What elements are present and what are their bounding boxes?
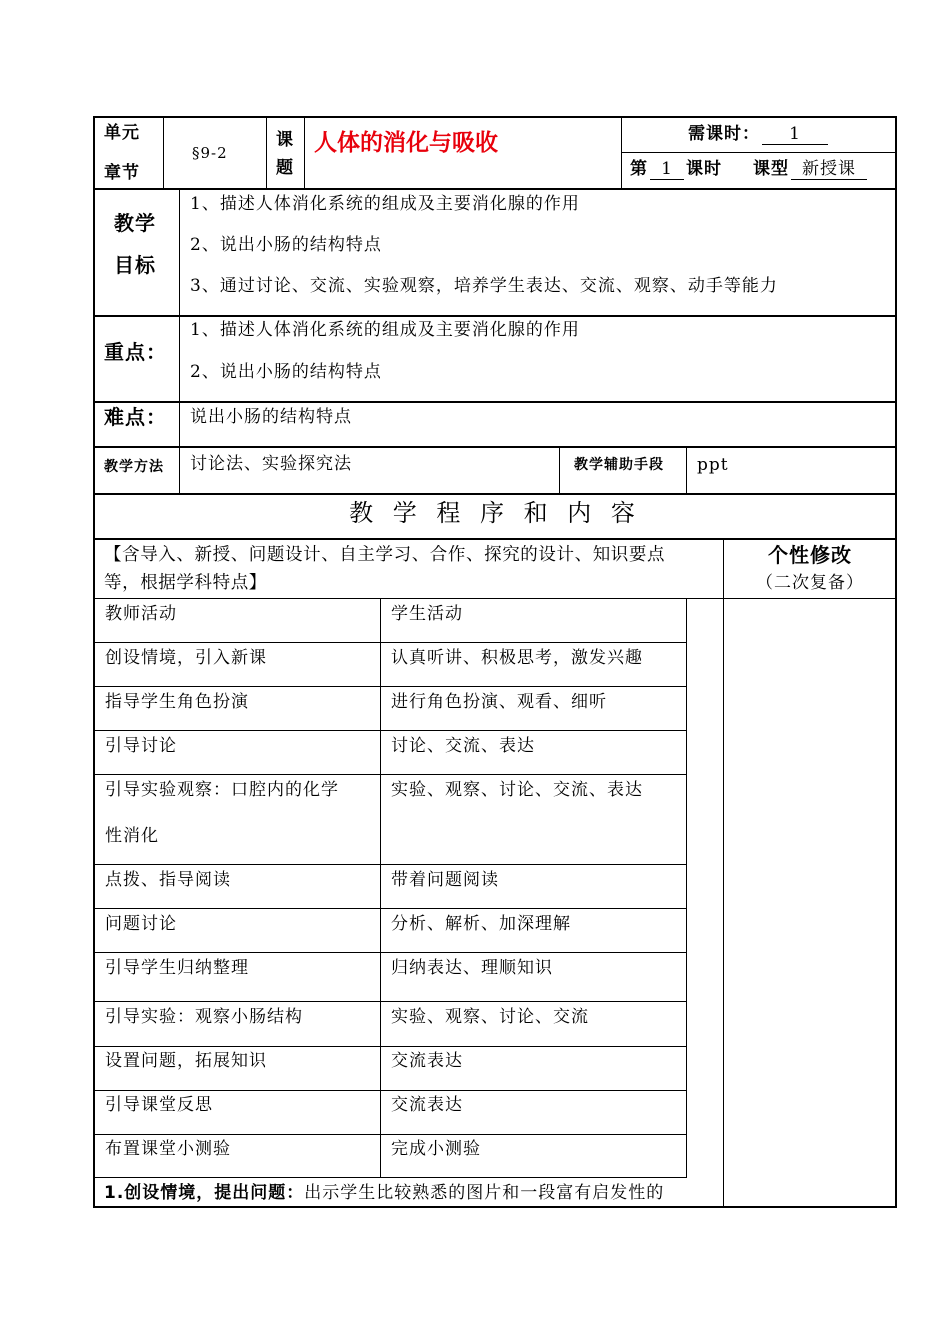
lesson-type-value: 新授课 [791, 159, 867, 180]
footer-bold: 1.创设情境，提出问题： [104, 1183, 305, 1203]
unit-label: 单元 [104, 123, 140, 143]
topic-label: 课 [276, 130, 294, 150]
aids-label: 教学辅助手段 [574, 457, 664, 473]
hours-label: 需课时： [688, 124, 760, 144]
student-activity: 讨论、交流、表达 [391, 736, 535, 756]
teacher-activity: 引导讨论 [105, 736, 177, 756]
key-points-label: 重点： [104, 340, 167, 364]
difficulty-label: 难点： [104, 405, 167, 429]
student-activity: 交流表达 [391, 1051, 463, 1071]
methods-label: 教学方法 [104, 459, 164, 475]
objectives-label-2: 目标 [114, 253, 156, 277]
procedure-note-2: 等，根据学科特点】 [104, 573, 267, 593]
teacher-activity: 设置问题，拓展知识 [105, 1051, 267, 1071]
student-activity: 进行角色扮演、观看、细听 [391, 692, 607, 712]
key-point-item: 1、描述人体消化系统的组成及主要消化腺的作用 [190, 320, 580, 340]
teacher-activity: 引导实验：观察小肠结构 [105, 1007, 303, 1027]
teacher-activity: 布置课堂小测验 [105, 1139, 231, 1159]
teacher-activity: 指导学生角色扮演 [105, 692, 249, 712]
lesson-number: 1 [650, 159, 684, 180]
lesson-prefix: 第 [630, 159, 648, 179]
section-number: §9-2 [192, 144, 228, 162]
topic-label-2: 题 [276, 158, 294, 178]
teacher-activity: 创设情境，引入新课 [105, 648, 267, 668]
student-activity: 交流表达 [391, 1095, 463, 1115]
teacher-activity: 问题讨论 [105, 914, 177, 934]
teacher-activity-cont: 性消化 [105, 826, 159, 846]
student-activity: 完成小测验 [391, 1139, 481, 1159]
teacher-activity: 点拨、指导阅读 [105, 870, 231, 890]
methods-text: 讨论法、实验探究法 [190, 454, 352, 474]
student-activity: 分析、解析、加深理解 [391, 914, 571, 934]
lesson-type-label: 课型 [753, 159, 789, 179]
student-activity: 实验、观察、讨论、交流、表达 [391, 780, 643, 800]
teacher-activity: 引导学生归纳整理 [105, 958, 249, 978]
chapter-label: 章节 [104, 163, 140, 183]
key-point-item: 2、说出小肠的结构特点 [190, 362, 382, 382]
student-activity: 带着问题阅读 [391, 870, 499, 890]
lesson-title: 人体的消化与吸收 [314, 130, 498, 156]
student-header: 学生活动 [391, 604, 463, 624]
revision-sub: （二次复备） [756, 573, 864, 593]
teacher-activity: 引导实验观察：口腔内的化学 [105, 780, 339, 800]
footer-text: 出示学生比较熟悉的图片和一段富有启发性的 [304, 1183, 665, 1203]
difficulty-text: 说出小肠的结构特点 [190, 407, 352, 427]
student-activity: 归纳表达、理顺知识 [391, 958, 553, 978]
procedure-title: 教 学 程 序 和 内 容 [349, 499, 641, 527]
revision-label: 个性修改 [768, 543, 852, 567]
hours-value: 1 [762, 124, 828, 145]
objective-item: 3、通过讨论、交流、实验观察，培养学生表达、交流、观察、动手等能力 [190, 276, 778, 296]
objectives-label: 教学 [114, 211, 156, 235]
teacher-activity: 引导课堂反思 [105, 1095, 213, 1115]
lesson-suffix: 课时 [686, 159, 722, 179]
objective-item: 1、描述人体消化系统的组成及主要消化腺的作用 [190, 194, 580, 214]
aids-text: ppt [697, 455, 729, 475]
student-activity: 认真听讲、积极思考，激发兴趣 [391, 648, 643, 668]
objective-item: 2、说出小肠的结构特点 [190, 235, 382, 255]
student-activity: 实验、观察、讨论、交流 [391, 1007, 589, 1027]
teacher-header: 教师活动 [105, 604, 177, 624]
footer-line [104, 1183, 664, 1203]
procedure-note: 【含导入、新授、问题设计、自主学习、合作、探究的设计、知识要点 [104, 545, 666, 565]
